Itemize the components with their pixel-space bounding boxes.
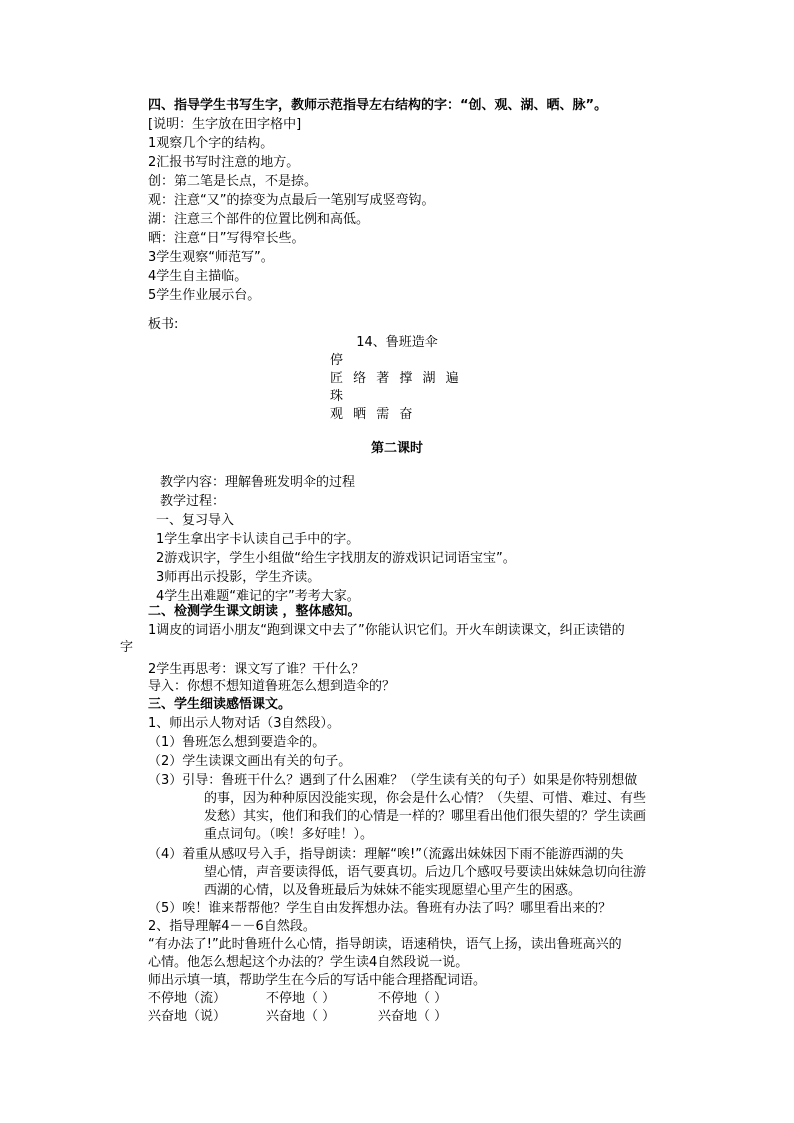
part3-question-cont: 西湖的心情，以及鲁班最后为妹妹不能实现愿望心里产生的困惑。 xyxy=(204,883,582,898)
part1-item: 4学生出难题“难记的字”考考大家。 xyxy=(156,589,360,604)
part2-item: 1调皮的词语小朋友“跑到课文中去了”你能认识它们。开火车朗读课文，纠正读错的 xyxy=(148,623,625,638)
part3-question: （2）学生读课文画出有关的句子。 xyxy=(148,754,352,769)
board-label: 板书: xyxy=(148,317,179,332)
part3-question: （1）鲁班怎么想到要造伞的。 xyxy=(148,735,326,750)
fill-intro: 师出示填一填，帮助学生在今后的写话中能合理搭配词语。 xyxy=(148,973,487,988)
fill-cell: 不停地（流） xyxy=(148,991,227,1006)
section4-step: 观：注意“又”的捺变为点最后一笔别写成竖弯钩。 xyxy=(148,193,435,208)
board-line: 珠 xyxy=(330,389,347,404)
fill-cell: 不停地（ ） xyxy=(266,991,336,1006)
part3-question-cont: 的事，因为种种原因没能实现，你会是什么心情？（失望、可惜、难过、有些 xyxy=(204,791,647,806)
part1-item: 1学生拿出字卡认读自己手中的字。 xyxy=(156,532,360,547)
part3-paragraph: “有办法了!”此时鲁班什么心情，指导朗读，语速稍快，语气上扬，读出鲁班高兴的 xyxy=(148,937,622,952)
fill-cell: 兴奋地（说） xyxy=(148,1009,227,1024)
part3-question-cont: 重点词句。（唉！多好哇！）。 xyxy=(204,827,374,842)
part3-sub: 1、师出示人物对话（3自然段）。 xyxy=(148,716,341,731)
part1-item: 2游戏识字，学生小组做“给生字找朋友的游戏识记词语宝宝”。 xyxy=(156,551,516,566)
section4-step: 湖：注意三个部件的位置比例和高低。 xyxy=(148,212,370,227)
lesson2-heading: 第二课时 xyxy=(370,441,423,456)
fill-cell: 兴奋地（ ） xyxy=(266,1009,336,1024)
section4-note: [说明：生字放在田字格中] xyxy=(148,117,302,132)
board-line: 观 晒 需 奋 xyxy=(330,407,416,422)
fill-cell: 兴奋地（ ） xyxy=(378,1009,448,1024)
part3-question: （4）着重从感叹号入手，指导朗读：理解“唉!”（流露出妹妹因下雨不能游西湖的失 xyxy=(148,847,624,862)
section4-step: 1观察几个字的结构。 xyxy=(148,136,274,151)
board-line: 匠 络 著 撑 湖 遍 xyxy=(330,371,462,386)
part1-title: 一、复习导入 xyxy=(156,513,235,528)
part3-question: （3）引导：鲁班干什么？遇到了什么困难？（学生读有关的句子）如果是你特别想做 xyxy=(148,773,638,788)
part2-intro: 导入：你想不想知道鲁班怎么想到造伞的？ xyxy=(148,679,396,694)
section4-title: 四、指导学生书写生字，教师示范指导左右结构的字：“创、观、湖、晒、脉”。 xyxy=(148,98,608,113)
board-title: 14、鲁班造伞 xyxy=(356,335,438,350)
fill-cell: 不停地（ ） xyxy=(378,991,448,1006)
part1-item: 3师再出示投影，学生齐读。 xyxy=(156,570,321,585)
lesson2-content: 教学内容：理解鲁班发明伞的过程 xyxy=(160,475,356,490)
section4-step: 3学生观察“师范写”。 xyxy=(148,250,274,265)
part2-title: 二、检测学生课文朗读 ，整体感知。 xyxy=(148,604,361,619)
part3-question-cont: 发愁）其实，他们和我们的心情是一样的？哪里看出他们很失望的？学生读画 xyxy=(204,809,647,824)
part3-question-cont: 望心情，声音要读得低，语气要真切。后边几个感叹号要读出妹妹急切向往游 xyxy=(204,865,647,880)
part2-item: 2学生再思考：课文写了谁？干什么？ xyxy=(148,662,365,677)
section4-step: 创：第二笔是长点，不是捺。 xyxy=(148,174,318,189)
part3-title: 三、学生细读感悟课文。 xyxy=(148,697,292,712)
section4-step: 5学生作业展示台。 xyxy=(148,288,261,303)
part2-item-wrap: 字 xyxy=(120,640,134,655)
part3-paragraph-cont: 心情。他怎么想起这个办法的？学生读4自然段说一说。 xyxy=(148,955,469,970)
section4-step: 晒：注意“日”写得窄长些。 xyxy=(148,231,305,246)
part3-question: （5）唉！谁来帮帮他？学生自由发挥想办法。鲁班有办法了吗？哪里看出来的？ xyxy=(148,901,612,916)
section4-step: 4学生自主描临。 xyxy=(148,269,248,284)
board-line: 停 xyxy=(330,353,347,368)
lesson2-process: 教学过程： xyxy=(160,494,226,509)
part3-sub: 2、指导理解4－－6自然段。 xyxy=(148,919,316,934)
section4-step: 2汇报书写时注意的地方。 xyxy=(148,155,300,170)
